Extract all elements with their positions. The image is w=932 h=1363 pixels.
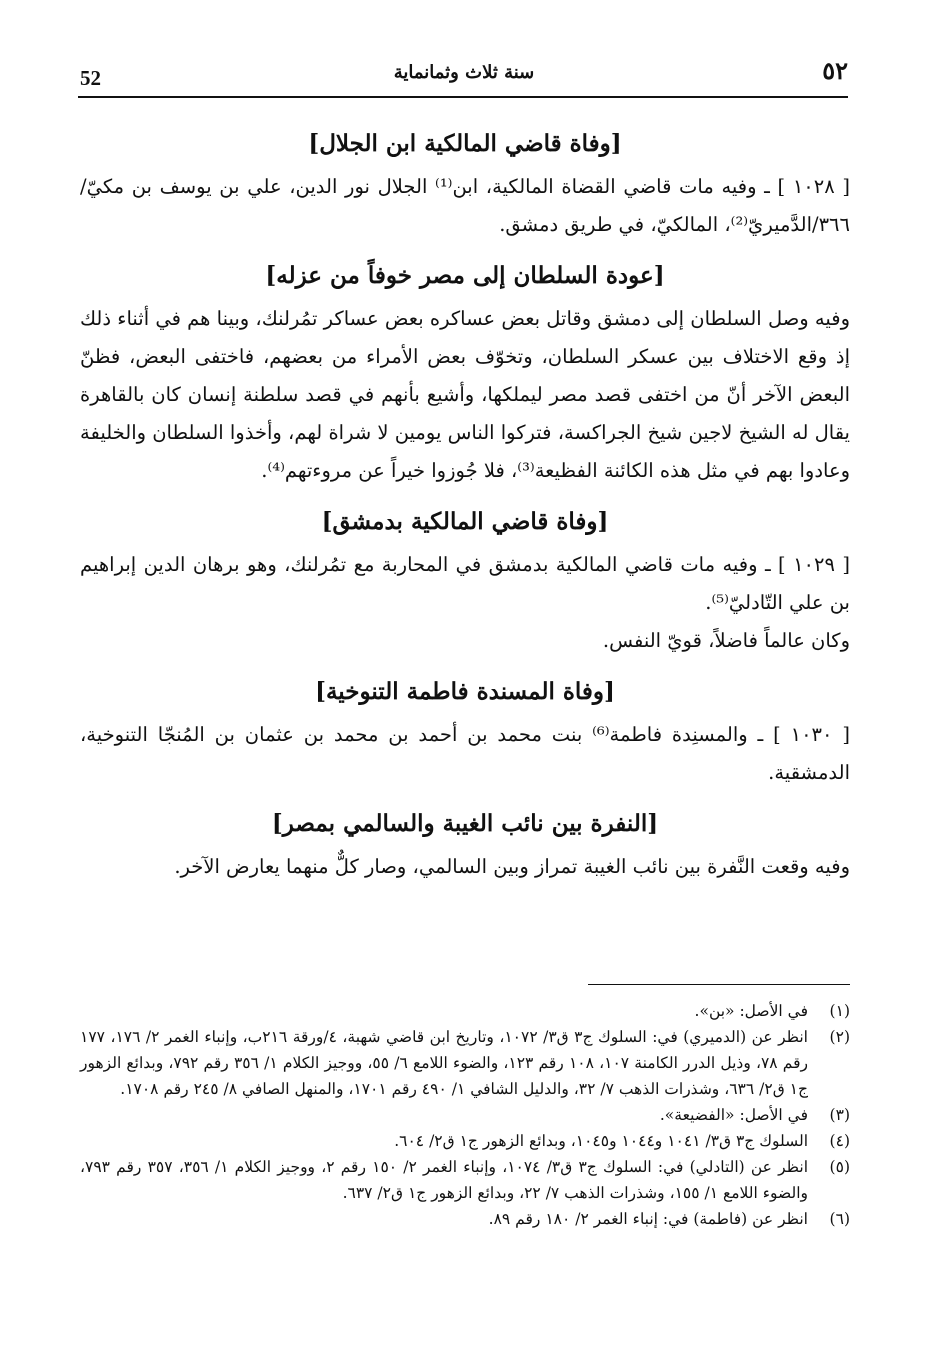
footnote (80, 998, 850, 1024)
header-rule (78, 96, 848, 98)
footnote (80, 1102, 850, 1128)
section-heading: [وفاة المسندة فاطمة التنوخية] (315, 678, 615, 705)
body-paragraph: وفيه وصل السلطان إلى دمشق وقاتل بعض عساكره بعض عساكر تمُرلنك، وبينا هم في أثناء ذلك إذ وقع الاختلاف بين عسكر السلطان، وتخوّف بعض الأمراء من بعضهم، فاختفى البعض، فظنّ البعض الآخر أنّ من اختفى قصد مصر ليملكها، وأشيع بأنهم في قصد سلطنة إنسان كان بالقاهرة يقال له الشيخ لاجين شيخ الجراكسة، فتركوا الناس يومين لا شراة لهم، وأخذوا السلطان والخليفة وعادوا بهم في مثل هذه الكائنة الفظيعة⁽³⁾، فلا جُوزوا خيراً عن مروءتهم⁽⁴⁾. (80, 307, 850, 482)
footnote-number: (١) (829, 1002, 850, 1020)
entry-paragraph: [ ١٠٢٨ ] ـ وفيه مات قاضي القضاة المالكية، ابن⁽¹⁾ الجلال نور الدين، علي بن يوسف بن مكيّ/ ٣٦٦/الدَّميريّ⁽²⁾، المالكيّ، في طريق دمشق. (80, 175, 850, 236)
footnotes (80, 998, 850, 1232)
footnote (80, 1024, 850, 1102)
running-title: سنة ثلاث وثمانماية (393, 62, 535, 83)
footnote-text: السلوك ج٣ ق٣/ ١٠٤١ و١٠٤٤ و١٠٤٥، وبدائع الزهور ج١ ق٢/ ٦٠٤. (394, 1132, 808, 1150)
section-heading: [عودة السلطان إلى مصر خوفاً من عزله] (265, 262, 665, 289)
footnote-text: في الأصل: «بن». (694, 1002, 808, 1020)
footnote-number: (٤) (829, 1132, 850, 1150)
footnote-text: في الأصل: «الفضيعة». (659, 1106, 808, 1124)
footnote (80, 1154, 850, 1206)
entry-paragraph: [ ١٠٢٩ ] ـ وفيه مات قاضي المالكية بدمشق في المحاربة مع تمُرلنك، وهو برهان الدين إبراهيم بن علي التّادليّ⁽⁵⁾. (80, 553, 850, 614)
footnote-text: انظر عن (الدميري) في: السلوك ج٣ ق٣/ ١٠٧٢، وتاريخ ابن قاضي شهبة، ٤/ورقة ٢١٦ب، وإنباء الغمر ٢/ ١٧٦، ١٧٧ رقم ٧٨، وذيل الدرر الكامنة ١٠٧، ١٠٨ رقم ١٢٣، والضوء اللامع ٦/ ٥٥، ووجيز الكلام ١/ ٣٥٦ رقم ٧٩٢، وبدائع الزهور ج١ ق٢/ ٦٣٦، وشذرات الذهب ٧/ ٣٢، والدليل الشافي ١/ ٤٩٠ رقم ١٧٠١، والمنهل الصافي ٨/ ٢٤٥ رقم ١٧٠٨. (80, 1028, 809, 1098)
section-heading: [وفاة قاضي المالكية ابن الجلال] (308, 130, 622, 157)
page-number-latin: 52 (80, 66, 101, 90)
body-paragraph: وكان عالماً فاضلاً، قويّ النفس. (602, 629, 850, 652)
footnote-number: (٥) (829, 1158, 850, 1176)
section-heading: [النفرة بين نائب الغيبة والسالمي بمصر] (271, 810, 659, 837)
footnote-number: (٢) (829, 1028, 850, 1046)
footnote-number: (٣) (829, 1106, 850, 1124)
footnote-text: انظر عن (فاطمة) في: إنباء الغمر ٢/ ١٨٠ رقم ٨٩. (488, 1210, 808, 1228)
footnote-separator (588, 984, 850, 985)
section-heading: [وفاة قاضي المالكية بدمشق] (321, 508, 609, 535)
page-number-arabic: ٥٢ (822, 56, 848, 85)
main-text (80, 120, 850, 886)
footnote-number: (٦) (829, 1210, 850, 1228)
running-header (80, 52, 848, 92)
footnote (80, 1206, 850, 1232)
body-paragraph: وفيه وقعت النَّفرة بين نائب الغيبة تمراز وبين السالمي، وصار كلٌّ منهما يعارض الآخر. (174, 855, 850, 878)
entry-paragraph: [ ١٠٣٠ ] ـ والمسنِدة فاطمة⁽⁶⁾ بنت محمد بن أحمد بن محمد بن عثمان بن المُنجّا التنوخية، الدمشقية. (80, 723, 850, 784)
footnote-text: انظر عن (التادلي) في: السلوك ج٣ ق٣/ ١٠٧٤، وإنباء الغمر ٢/ ١٥٠ رقم ٢، ووجيز الكلام ١/ ٣٥٦، ٣٥٧ رقم ٧٩٣، والضوء اللامع ١/ ١٥٥، وشذرات الذهب ٧/ ٢٢، وبدائع الزهور ج١ ق٢/ ٦٣٧. (80, 1158, 808, 1202)
footnote (80, 1128, 850, 1154)
